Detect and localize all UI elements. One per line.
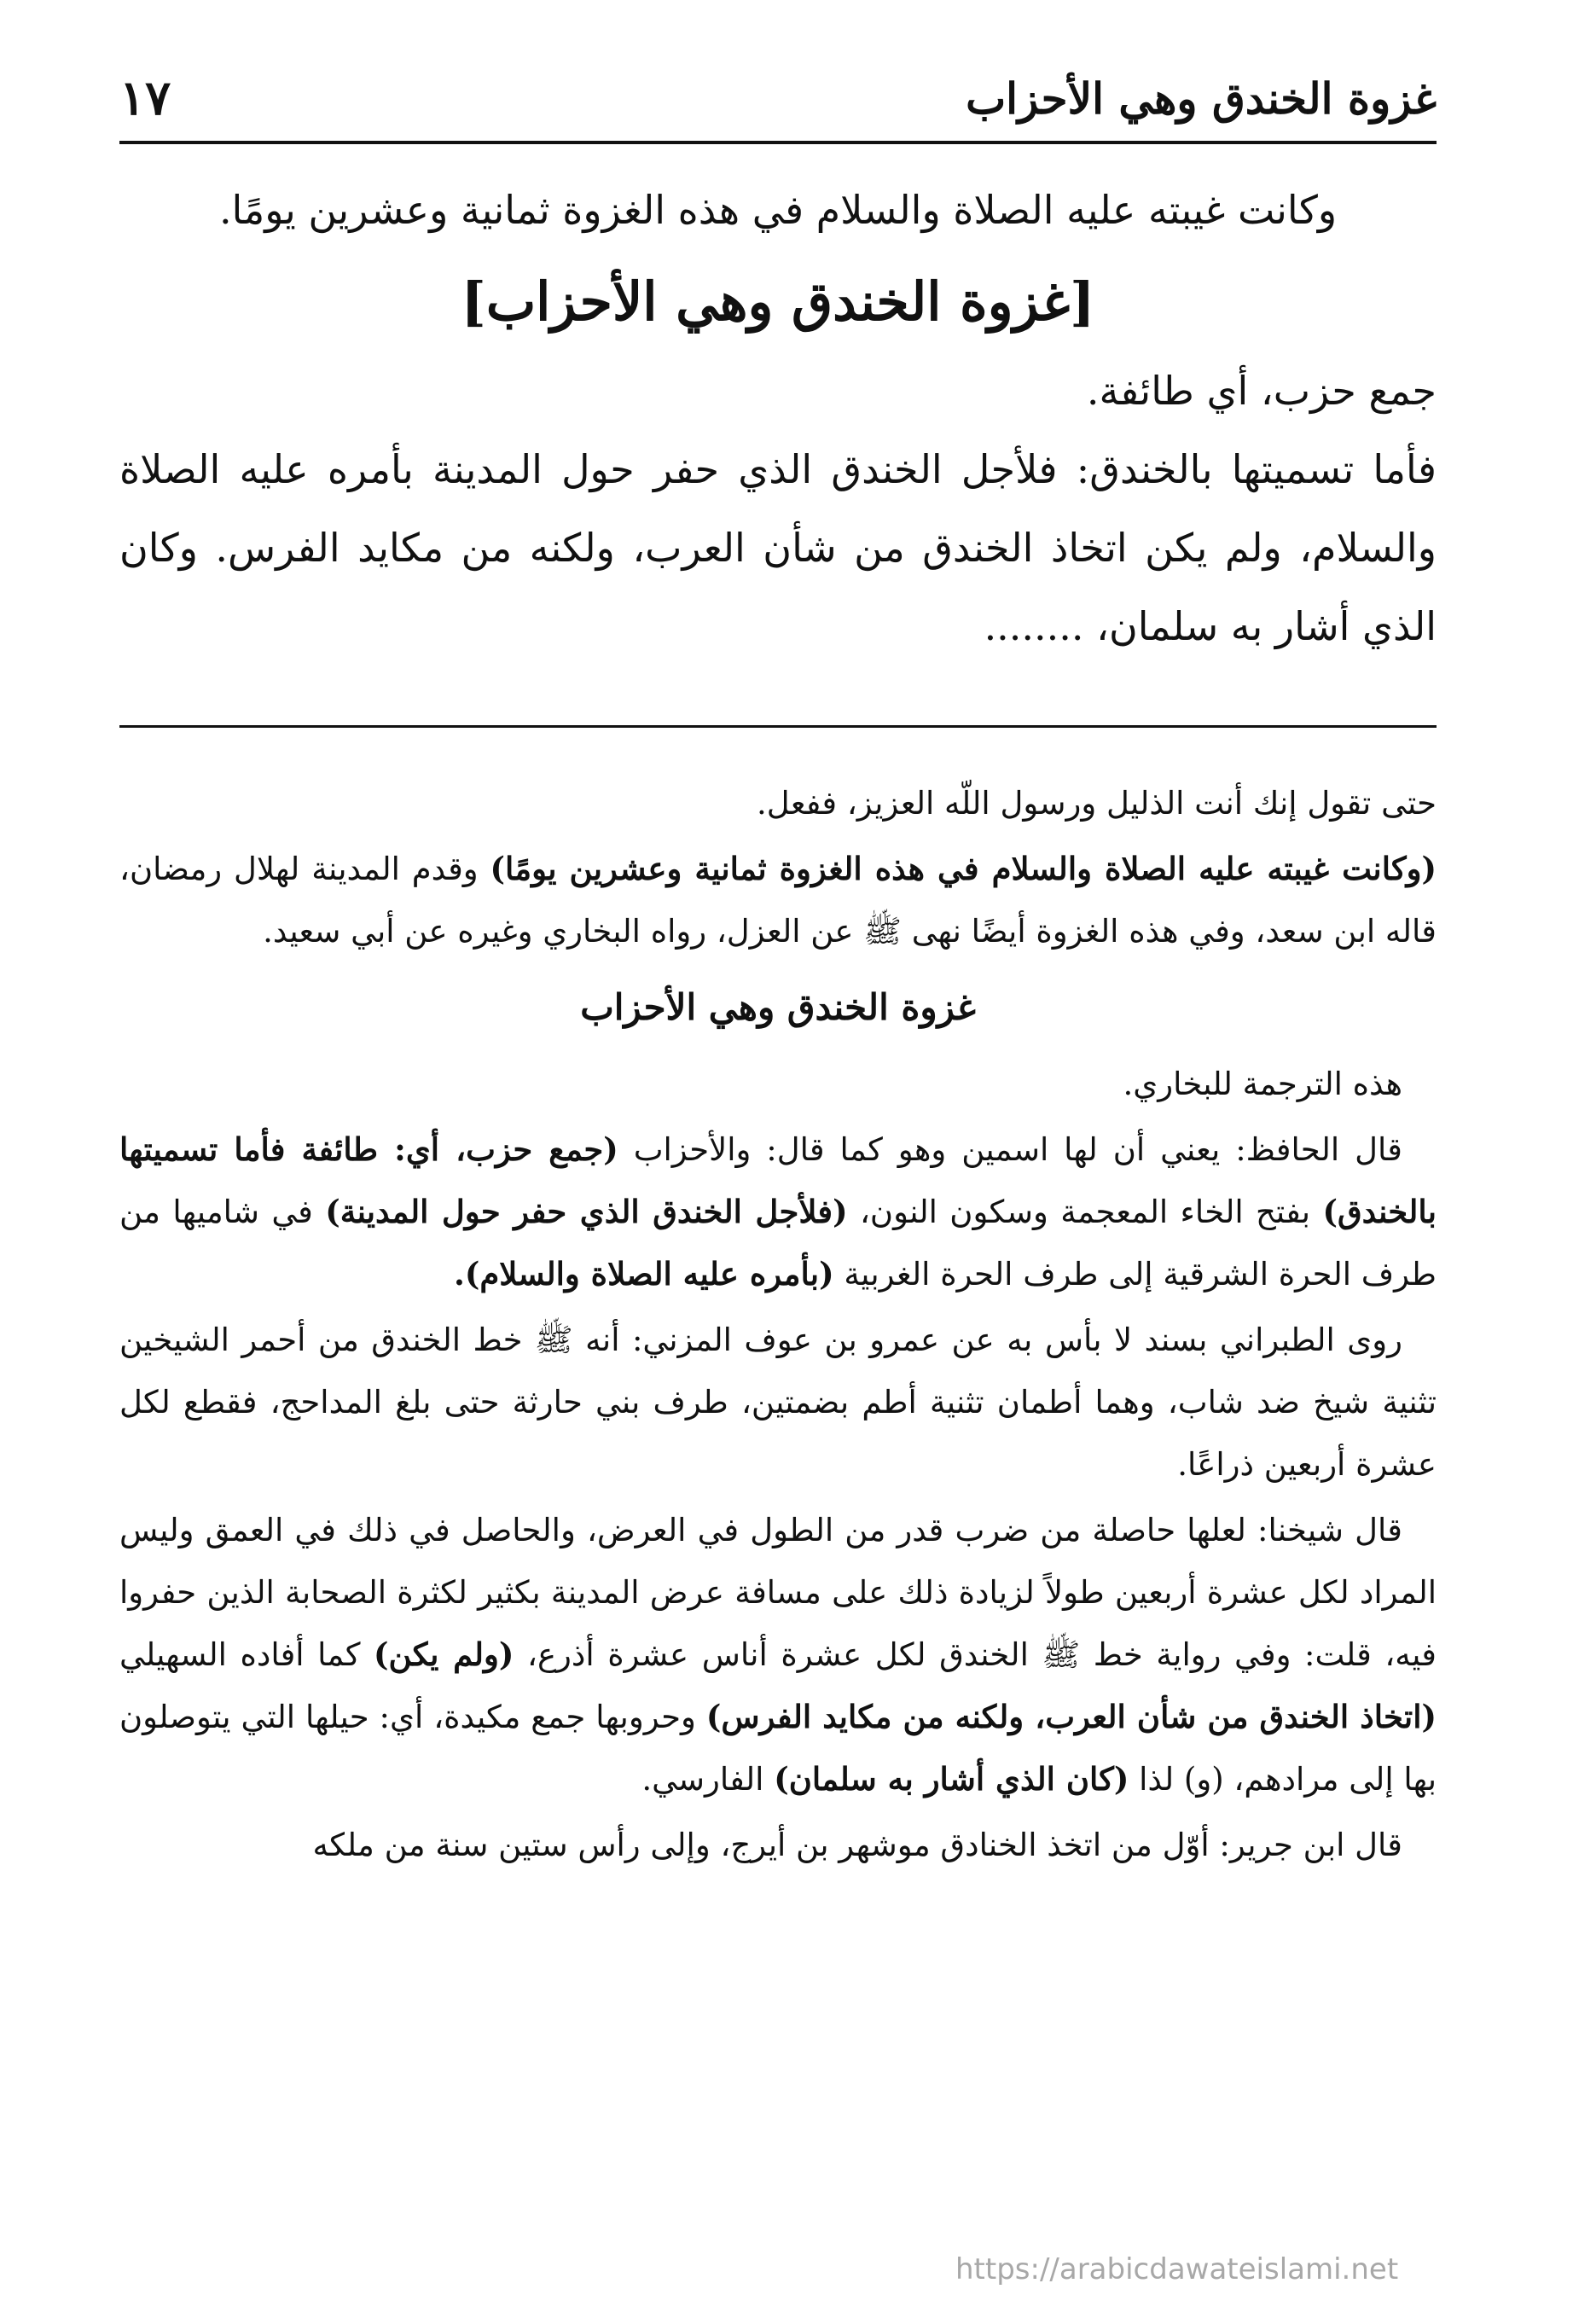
commentary-text: قال الحافظ: يعني أن لها اسمين وهو كما قال: والأحزاب — [618, 1131, 1402, 1168]
commentary-paragraph-4 — [119, 1118, 1437, 1305]
matn-paragraph: فأما تسميتها بالخندق: فلأجل الخندق الذي حفر حول المدينة بأمره عليه الصلاة والسلام، ولم يكن اتخاذ الخندق من شأن العرب، ولكنه من مكايد الفرس. وكان الذي أشار به سلمان، ........ — [119, 446, 1437, 649]
quoted-matn: (ولم يكن) — [374, 1636, 514, 1673]
commentary-heading: غزوة الخندق وهي الأحزاب — [580, 986, 976, 1028]
commentary-paragraph-5: روى الطبراني بسند لا بأس به عن عمرو بن عوف المزني: أنه ﷺ خط الخندق من أحمر الشيخين تثنية شيخ ضد شاب، وهما أطمان تثنية أطم بضمتين، طرف بني حارثة حتى بلغ المداحج، فقطع لكل عشرة أربعين ذراعًا. — [119, 1322, 1437, 1483]
commentary-paragraph-1: حتى تقول إنك أنت الذليل ورسول اللّه العزيز، ففعل. — [757, 785, 1437, 822]
running-title: غزوة الخندق وهي الأحزاب — [966, 73, 1437, 124]
section-separator — [119, 725, 1437, 728]
quoted-matn: (اتخاذ الخندق من شأن العرب، ولكنه من مكايد الفرس) — [705, 1698, 1437, 1735]
commentary-text: كما أفاده السهيلي — [119, 1636, 374, 1673]
page-header — [119, 60, 1437, 137]
watermark-url: https://arabicdawateislami.net — [955, 2252, 1399, 2286]
commentary-text: وحروبها جمع مكيدة، أي: حيلها التي يتوصلون بها إلى مرادهم، (و) لذا — [119, 1699, 1437, 1798]
commentary-text: قال شيخنا: لعلها حاصلة من ضرب قدر من الطول في العرض، والحاصل في ذلك في العمق وليس المراد لكل عشرة أربعين طولاً لزيادة ذلك على مسافة عرض المدينة بكثير لكثرة الصحابة الذين حفروا فيه، قلت: وفي رواية خط ﷺ الخندق لكل عشرة أناس عشرة أذرع، — [119, 1512, 1437, 1673]
matn-line-2: جمع حزب، أي طائفة. — [1086, 368, 1437, 414]
commentary-paragraph-7: قال ابن جرير: أوّل من اتخذ الخنادق موشهر بن أيرج، وإلى رأس ستين سنة من ملكه — [312, 1827, 1402, 1863]
page-number: ١٧ — [119, 70, 171, 126]
header-rule — [119, 141, 1437, 144]
quoted-matn: (فلأجل الخندق الذي حفر حول المدينة) — [325, 1193, 848, 1230]
commentary-text: في شاميها من طرف الحرة الشرقية إلى طرف الحرة الغربية — [119, 1194, 1437, 1293]
main-text — [119, 171, 1437, 665]
quoted-matn: (جمع حزب، أي: طائفة فأما تسميتها بالخندق) — [119, 1130, 1437, 1230]
commentary-paragraph-6 — [119, 1499, 1437, 1810]
matn-heading: [غزوة الخندق وهي الأحزاب] — [461, 270, 1095, 333]
commentary-paragraph-3: هذه الترجمة للبخاري. — [1123, 1066, 1402, 1102]
matn-line-1: وكانت غيبته عليه الصلاة والسلام في هذه الغزوة ثمانية وعشرين يومًا. — [218, 187, 1338, 233]
quoted-matn: (وكانت غيبته عليه الصلاة والسلام في هذه الغزوة ثمانية وعشرين يومًا) — [490, 850, 1437, 887]
commentary-text: بفتح الخاء المعجمة وسكون النون، — [847, 1194, 1323, 1230]
quoted-matn: (بأمره عليه الصلاة والسلام). — [454, 1255, 834, 1293]
commentary-text: الفارسي. — [641, 1761, 775, 1798]
commentary-text: وقدم المدينة لهلال رمضان، قاله ابن سعد، وفي هذه الغزوة أيضًا نهى ﷺ عن العزل، رواه البخاري وغيره عن أبي سعيد. — [119, 851, 1437, 950]
commentary-paragraph-2 — [119, 838, 1437, 962]
quoted-matn: (كان الذي أشار به سلمان) — [774, 1760, 1129, 1798]
commentary — [119, 772, 1437, 1880]
